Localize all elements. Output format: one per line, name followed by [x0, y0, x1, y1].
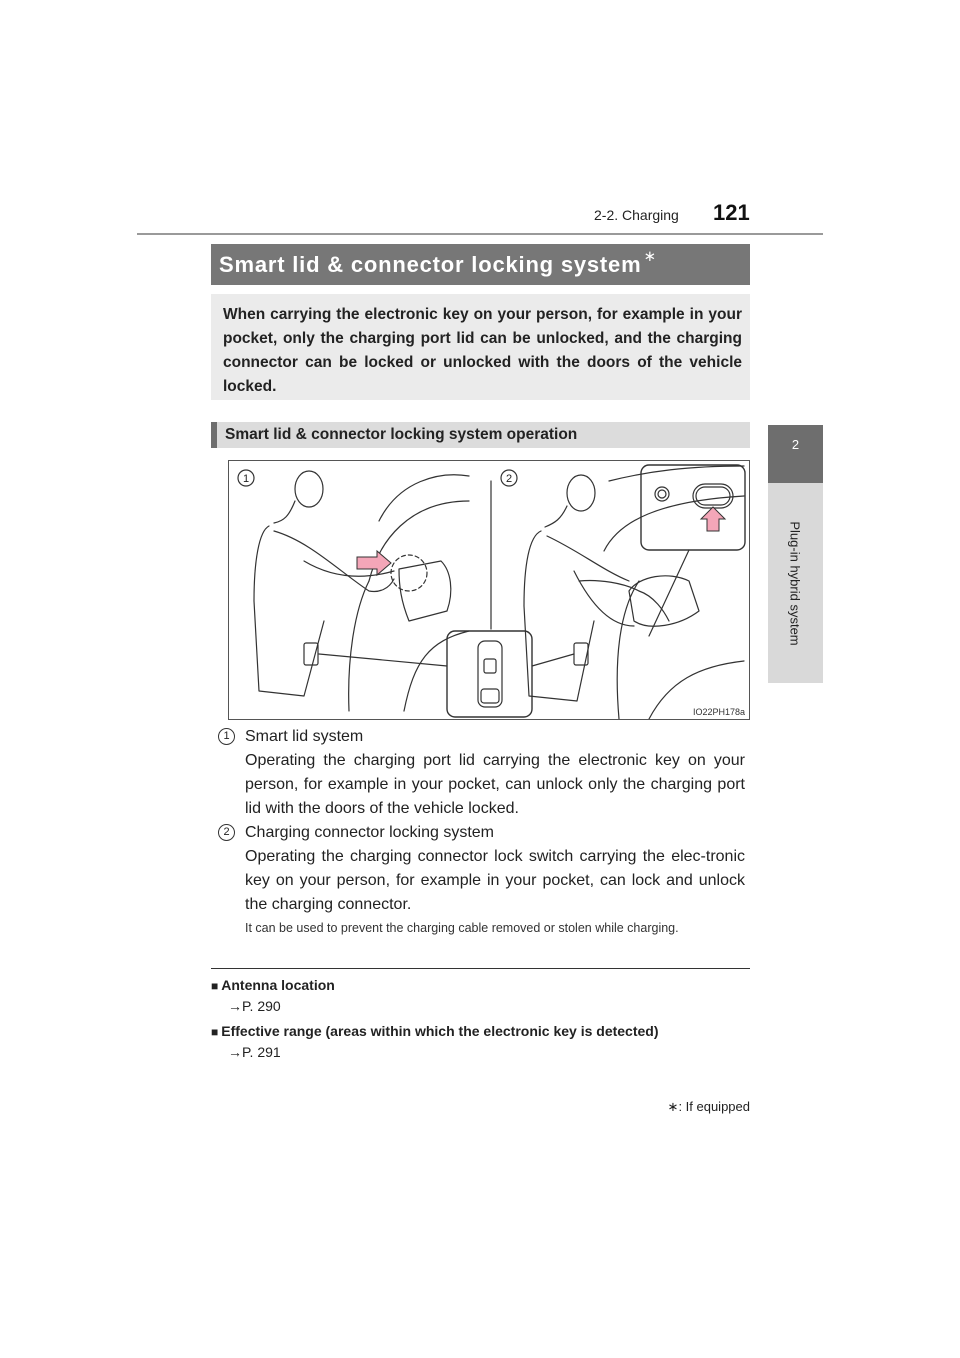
- section-divider: [211, 968, 750, 969]
- switch-callout-box: [641, 465, 745, 550]
- item-number-1: 1: [218, 728, 235, 745]
- illustration-drawing: [229, 461, 749, 719]
- chapter-number: 2: [791, 437, 800, 452]
- car-wheel-arch-1: [404, 631, 469, 711]
- person2-arm: [547, 536, 629, 581]
- bullet-effective-range: [211, 1023, 659, 1039]
- key-callout-line-2: [532, 654, 574, 666]
- page-title: Smart lid & connector locking system: [219, 251, 642, 277]
- footnote-mark: ∗: [667, 1099, 679, 1114]
- item-body-2: Operating the charging connector lock switch carrying the elec-tronic key on your person, for example in your pocket, can lock and unlock the charging connector.: [245, 848, 745, 913]
- if-equipped-mark: ∗: [643, 247, 657, 265]
- bullet-antenna-location: [211, 977, 335, 993]
- charging-port: [629, 576, 699, 626]
- indicator-light-inner: [658, 490, 666, 498]
- section-label: 2-2. Charging: [594, 207, 679, 223]
- item-title-1: Smart lid system: [245, 728, 364, 745]
- intro-box: When carrying the electronic key on your person, for example in your pocket, only the charging port lid can be unlocked, and the charging connector can be locked or unlocked with the doors of the vehicle locked.: [211, 294, 750, 400]
- car-door-line-2: [617, 581, 639, 719]
- charging-cable: [639, 591, 669, 621]
- person2-head: [567, 475, 595, 511]
- push-arrow-1: [357, 551, 391, 575]
- push-arrow-2: [701, 507, 725, 531]
- footnote-text: : If equipped: [678, 1099, 750, 1114]
- person1-head: [295, 471, 323, 507]
- smart-key-lower: [481, 689, 499, 703]
- switch-callout-line: [649, 550, 689, 636]
- key-callout-box: [447, 631, 532, 717]
- figure-code: IO22PH178a: [692, 707, 745, 717]
- person2-neck: [545, 506, 567, 527]
- chapter-title: Plug-in hybrid system: [788, 520, 803, 646]
- smart-key-button: [484, 659, 496, 673]
- pocket-key-1: [304, 643, 318, 665]
- person1-neck: [274, 501, 295, 523]
- bullet-square-icon: ■: [211, 1025, 219, 1039]
- page-ref-link[interactable]: →P. 291: [228, 1044, 281, 1060]
- chapter-title-container: [768, 483, 823, 683]
- lock-switch-inner: [696, 487, 730, 505]
- car-roof-line-2: [609, 466, 744, 481]
- header-rule: [137, 233, 823, 235]
- item-title-2: Charging connector locking system: [245, 824, 495, 841]
- subsection-title: Smart lid & connector locking system operation: [211, 422, 750, 448]
- lock-switch: [693, 484, 733, 508]
- car-door-line-1: [349, 581, 369, 711]
- bullet-title: Antenna location: [221, 977, 335, 993]
- chapter-tab: [768, 425, 823, 483]
- figure-label-1: 1: [242, 473, 250, 485]
- page-ref-link[interactable]: →P. 290: [228, 998, 281, 1014]
- item-body-1: Operating the charging port lid carrying the electronic key on your person, for example in your pocket, can unlock only the charging port lid with the doors of the vehicle locked.: [245, 752, 745, 817]
- item-number-2: 2: [218, 824, 235, 841]
- bullet-square-icon: ■: [211, 979, 219, 993]
- indicator-light: [655, 487, 669, 501]
- car-roof-line-1: [379, 475, 469, 521]
- illustration: [228, 460, 750, 720]
- touch-area-circle: [391, 555, 427, 591]
- footnote: [600, 1099, 750, 1115]
- page-title-bar: [211, 244, 750, 285]
- person1-coat: [254, 526, 324, 696]
- page-number: 121: [713, 200, 750, 225]
- figure-label-2: 2: [505, 473, 513, 485]
- key-callout-line-1: [319, 654, 447, 666]
- item-note-2: It can be used to prevent the charging cable removed or stolen while charging.: [245, 921, 679, 935]
- bullet-title: Effective range (areas within which the electronic key is detected): [221, 1023, 659, 1039]
